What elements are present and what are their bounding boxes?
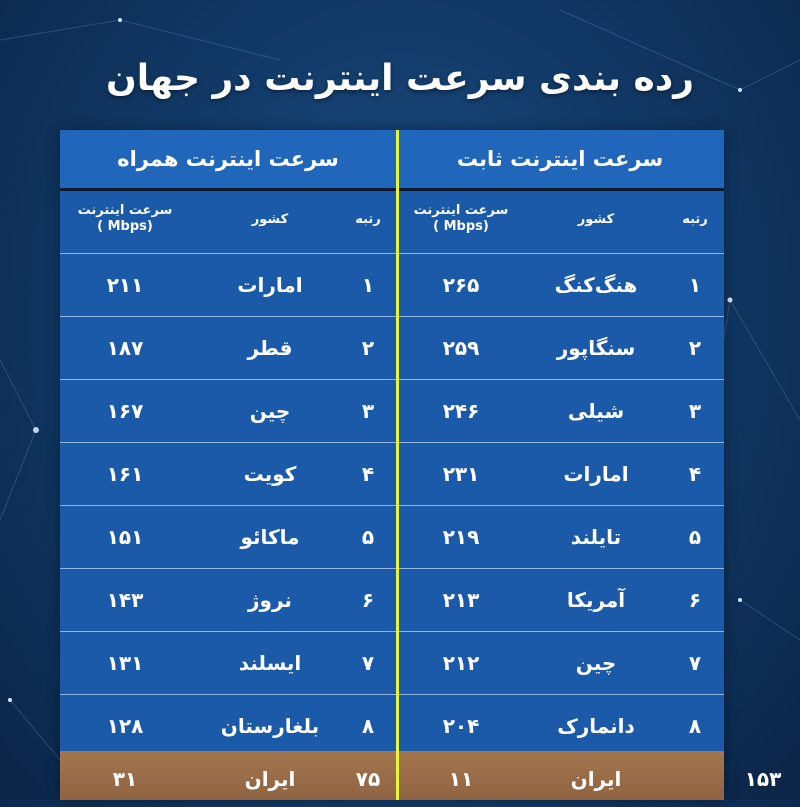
mobile-rank: ۶ bbox=[361, 588, 375, 612]
fixed-country: چین bbox=[575, 651, 617, 675]
fixed-table-row bbox=[396, 380, 724, 443]
fixed-rank: ۳ bbox=[688, 399, 702, 423]
mobile-table-row bbox=[60, 632, 396, 695]
fixed-speed: ۲۴۶ bbox=[442, 399, 480, 423]
fixed-rank: ۲ bbox=[688, 336, 702, 360]
mobile-rank: ۴ bbox=[361, 462, 375, 486]
fixed-iran-speed: ۱۱ bbox=[448, 767, 474, 791]
fixed-col-rank: رتبه bbox=[682, 212, 708, 227]
mobile-rank: ۳ bbox=[361, 399, 375, 423]
mobile-table-row bbox=[60, 569, 396, 632]
fixed-col-speed-label: سرعت اینترنت bbox=[413, 203, 509, 218]
mobile-speed: ۱۳۱ bbox=[106, 651, 144, 675]
mobile-rank: ۲ bbox=[361, 336, 375, 360]
fixed-speed: ۲۱۲ bbox=[442, 651, 480, 675]
fixed-column-headers bbox=[396, 191, 724, 254]
fixed-internet-section bbox=[396, 130, 724, 800]
fixed-speed: ۲۱۳ bbox=[442, 588, 480, 612]
mobile-rank: ۸ bbox=[361, 714, 375, 738]
fixed-speed: ۲۰۴ bbox=[442, 714, 480, 738]
fixed-internet-header: سرعت اینترنت ثابت bbox=[396, 130, 724, 191]
fixed-country: تایلند bbox=[570, 525, 622, 549]
fixed-rank: ۴ bbox=[688, 462, 702, 486]
fixed-table-row bbox=[396, 695, 724, 758]
fixed-table-row bbox=[396, 632, 724, 695]
fixed-speed: ۲۵۹ bbox=[442, 336, 480, 360]
fixed-rank: ۵ bbox=[688, 525, 702, 549]
mobile-speed: ۱۲۸ bbox=[106, 714, 144, 738]
mobile-col-speed-label: سرعت اینترنت bbox=[77, 203, 173, 218]
fixed-rank: ۸ bbox=[688, 714, 702, 738]
mobile-internet-section bbox=[60, 130, 396, 800]
mobile-column-headers bbox=[60, 191, 396, 254]
fixed-table-row bbox=[396, 506, 724, 569]
fixed-rank: ۱ bbox=[688, 273, 702, 297]
mobile-table-row bbox=[60, 695, 396, 758]
fixed-iran-rank: ۱۵۳ bbox=[744, 767, 782, 791]
fixed-col-speed-unit: ( Mbps) bbox=[433, 219, 489, 234]
fixed-iran-country: ایران bbox=[570, 767, 622, 791]
mobile-iran-speed: ۳۱ bbox=[112, 767, 138, 791]
fixed-table-row bbox=[396, 569, 724, 632]
mobile-speed: ۱۵۱ bbox=[106, 525, 144, 549]
mobile-col-country: کشور bbox=[251, 212, 289, 227]
fixed-country: هنگ‌کنگ bbox=[554, 273, 638, 297]
fixed-rank: ۶ bbox=[688, 588, 702, 612]
mobile-table-row bbox=[60, 317, 396, 380]
fixed-speed: ۲۱۹ bbox=[442, 525, 480, 549]
fixed-rank: ۷ bbox=[688, 651, 702, 675]
mobile-table-row bbox=[60, 380, 396, 443]
mobile-country: بلغارستان bbox=[220, 714, 320, 738]
mobile-speed: ۱۶۷ bbox=[106, 399, 144, 423]
page-title: رده بندی سرعت اینترنت در جهان bbox=[105, 58, 695, 99]
fixed-speed: ۲۳۱ bbox=[442, 462, 480, 486]
mobile-country: قطر bbox=[247, 336, 293, 360]
mobile-country: ایسلند bbox=[238, 651, 302, 675]
mobile-iran-rank: ۷۵ bbox=[355, 767, 381, 791]
iran-row bbox=[60, 751, 724, 800]
mobile-table-row bbox=[60, 506, 396, 569]
mobile-speed: ۱۶۱ bbox=[106, 462, 144, 486]
mobile-table-row bbox=[60, 254, 396, 317]
mobile-country: نروژ bbox=[248, 588, 292, 612]
fixed-country: دانمارک bbox=[557, 714, 635, 738]
mobile-rank: ۷ bbox=[361, 651, 375, 675]
fixed-country: امارات bbox=[563, 462, 629, 486]
mobile-country: ماکائو bbox=[240, 525, 300, 549]
fixed-table-row bbox=[396, 317, 724, 380]
mobile-country: چین bbox=[249, 399, 291, 423]
column-divider bbox=[396, 130, 399, 800]
fixed-table-row bbox=[396, 443, 724, 506]
mobile-col-speed-unit: ( Mbps) bbox=[97, 219, 153, 234]
fixed-speed: ۲۶۵ bbox=[442, 273, 480, 297]
mobile-country: کویت bbox=[243, 462, 297, 486]
mobile-table-row bbox=[60, 443, 396, 506]
mobile-country: امارات bbox=[237, 273, 303, 297]
mobile-col-speed bbox=[60, 203, 190, 235]
mobile-speed: ۱۴۳ bbox=[106, 588, 144, 612]
fixed-table-row bbox=[396, 254, 724, 317]
fixed-country: شیلی bbox=[567, 399, 625, 423]
fixed-col-speed bbox=[396, 203, 526, 235]
mobile-rank: ۱ bbox=[361, 273, 375, 297]
mobile-rank: ۵ bbox=[361, 525, 375, 549]
fixed-country: آمریکا bbox=[566, 588, 626, 612]
mobile-internet-header: سرعت اینترنت همراه bbox=[60, 130, 396, 191]
mobile-speed: ۱۸۷ bbox=[106, 336, 144, 360]
mobile-col-rank: رتبه bbox=[355, 212, 381, 227]
mobile-speed: ۲۱۱ bbox=[106, 273, 144, 297]
fixed-country: سنگاپور bbox=[556, 336, 636, 360]
fixed-col-country: کشور bbox=[577, 212, 615, 227]
mobile-iran-country: ایران bbox=[244, 767, 296, 791]
